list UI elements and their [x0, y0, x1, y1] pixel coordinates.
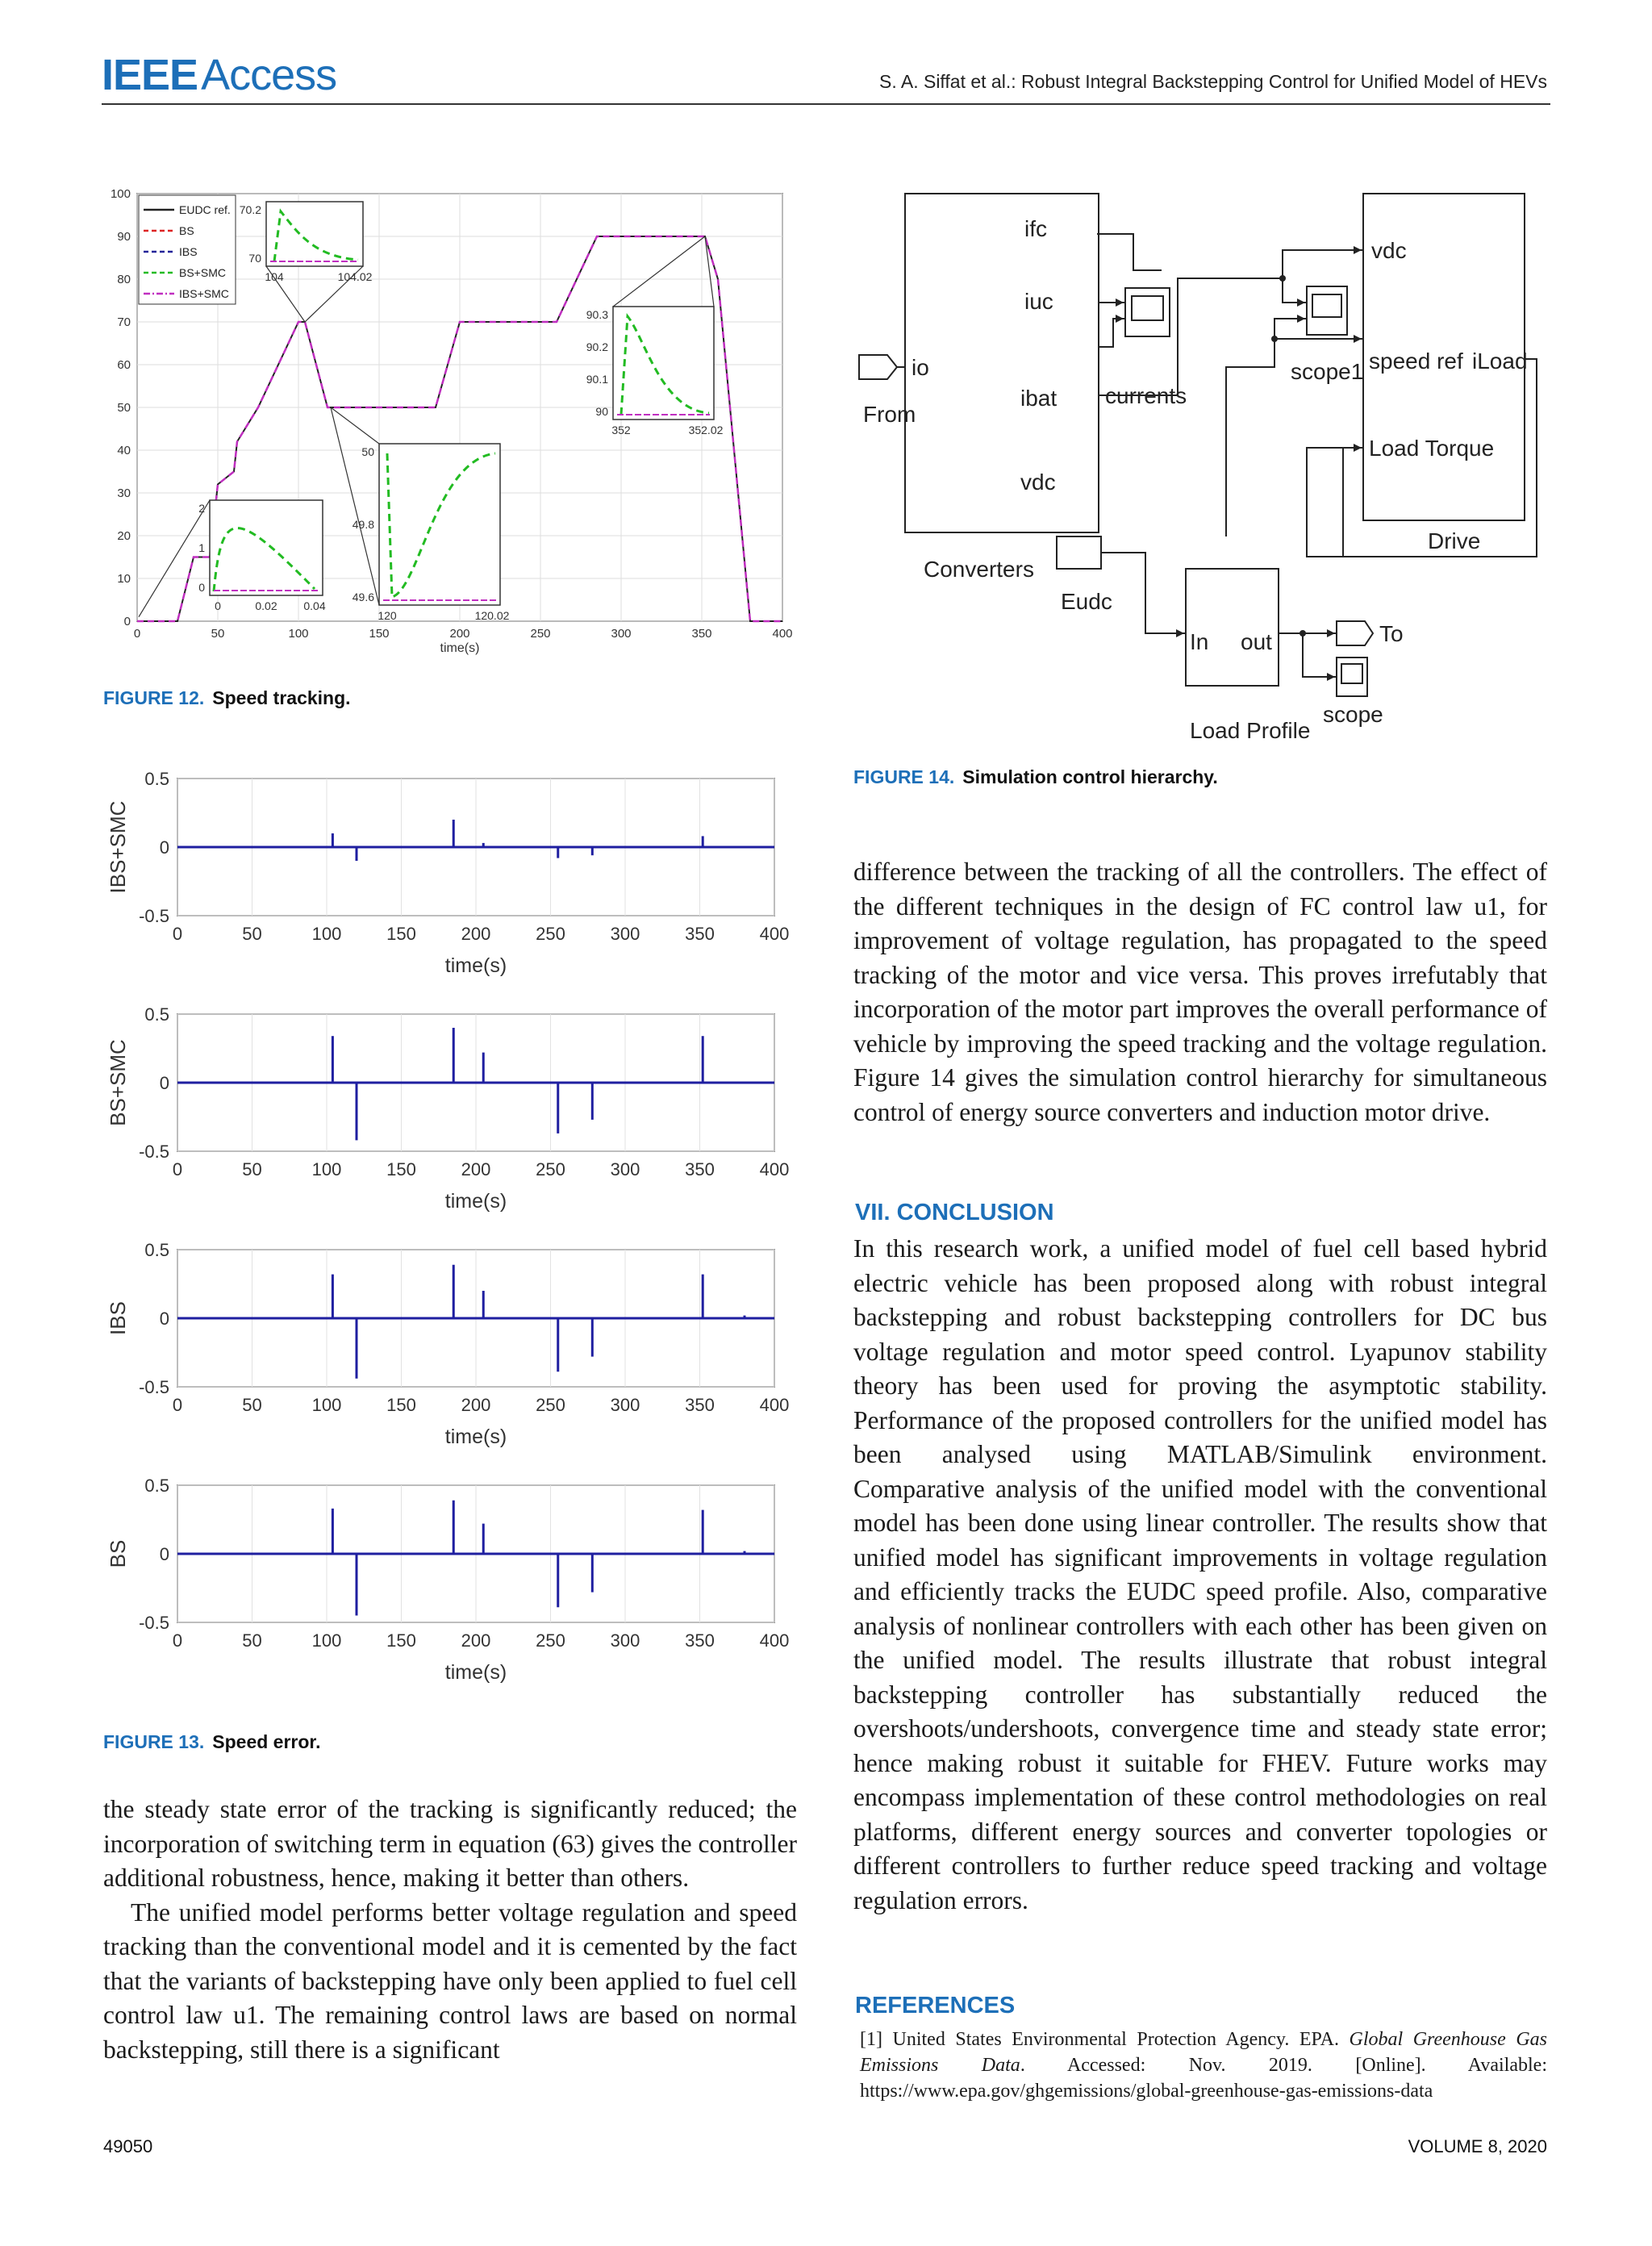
conclusion-heading: VII. CONCLUSION	[855, 1200, 1054, 1225]
inset-y-tick: 49.6	[352, 591, 374, 603]
port-io: io	[912, 355, 929, 380]
x-tick-label: 400	[759, 1395, 790, 1415]
port-ifc: ifc	[1024, 216, 1047, 241]
inset-x-tick: 104	[265, 270, 284, 283]
panel-y-label: BS	[106, 1539, 130, 1568]
y-tick-label: 0	[159, 1309, 169, 1329]
x-tick-label: 300	[610, 924, 640, 944]
x-tick-label: 50	[242, 924, 262, 944]
y-tick-label: -0.5	[139, 906, 169, 926]
x-tick-label: 250	[536, 1159, 565, 1179]
from-label: From	[863, 402, 916, 427]
header-rule	[102, 103, 1550, 105]
x-axis-label: time(s)	[444, 954, 507, 977]
legend-entry: BS	[179, 224, 194, 237]
x-tick-label: 50	[242, 1395, 262, 1415]
inset-0s	[198, 500, 326, 612]
x-tick-label: 0	[172, 1159, 183, 1179]
x-tick-label: 350	[691, 627, 712, 641]
drive-label: Drive	[1428, 528, 1481, 553]
figure-12-speed-tracking	[97, 186, 807, 662]
legend-entry: IBS+SMC	[179, 287, 229, 300]
y-tick-label: 80	[117, 273, 131, 286]
figure-13-caption: FIGURE 13. Speed error.	[103, 1731, 321, 1752]
y-tick-label: 0	[159, 1544, 169, 1564]
converters-block	[905, 194, 1099, 532]
load-profile-block	[1186, 569, 1279, 686]
x-tick-label: 50	[242, 1159, 262, 1179]
x-tick-label: 150	[386, 1159, 416, 1179]
x-tick-label: 400	[759, 1630, 790, 1651]
port-iload: iLoad	[1472, 349, 1528, 374]
inset-y-tick: 70.2	[239, 203, 261, 216]
port-out: out	[1241, 629, 1272, 654]
x-tick-label: 150	[386, 1395, 416, 1415]
inset-y-tick: 1	[198, 541, 205, 554]
y-tick-label: 0.5	[144, 1476, 169, 1496]
x-tick-label: 50	[211, 627, 225, 641]
running-title: S. A. Siffat et al.: Robust Integral Backstepping Control for Unified Model of HEVs	[879, 71, 1547, 92]
inset-x-tick: 0.04	[303, 599, 326, 612]
y-tick-label: 0.5	[144, 1004, 169, 1025]
x-axis-label: time(s)	[444, 1661, 507, 1684]
inset-y-tick: 90.2	[586, 340, 608, 353]
x-tick-label: 200	[461, 1630, 491, 1651]
x-tick-label: 300	[610, 1395, 640, 1415]
inset-x-tick: 0	[215, 599, 221, 612]
x-axis-label: time(s)	[444, 1190, 507, 1213]
right-column-paragraph: difference between the tracking of all the controllers. The effect of the different techniques in the design of FC control law u1, for improvement of voltage regulation, has propagated to the speed tracking of the motor and vice versa. This proves irrefutably that incorporation of the motor part improves the overall performance of vehicle by improving the speed tracking and the voltage regulation. Figure 14 gives the simulation control hierarchy for simultaneous control of energy source converters and induction motor drive.	[853, 858, 1547, 1126]
panel-y-label: IBS+SMC	[106, 800, 130, 894]
x-tick-label: 250	[530, 627, 551, 641]
error-panel	[106, 1476, 789, 1684]
panel-y-label: BS+SMC	[106, 1039, 130, 1126]
references-heading: REFERENCES	[855, 1993, 1016, 2018]
scope1-label: scope1	[1291, 359, 1364, 384]
error-panel	[106, 769, 789, 977]
inset-y-tick: 90	[595, 405, 608, 418]
y-tick-label: 0	[159, 1073, 169, 1093]
x-tick-label: 150	[369, 627, 390, 641]
eudc-label: Eudc	[1061, 589, 1112, 614]
inset-y-tick: 90.3	[586, 308, 608, 321]
inset-x-tick: 352.02	[688, 424, 724, 436]
port-load-torque: Load Torque	[1369, 436, 1495, 461]
figure-12-caption: FIGURE 12. Speed tracking.	[103, 687, 351, 708]
y-tick-label: 0.5	[144, 1240, 169, 1260]
y-tick-label: 20	[117, 529, 131, 543]
inset-y-tick: 90.1	[586, 373, 608, 386]
x-tick-label: 50	[242, 1630, 262, 1651]
y-tick-label: 90	[117, 230, 131, 244]
y-tick-label: -0.5	[139, 1377, 169, 1397]
inset-frame	[379, 444, 500, 605]
panel-y-label: IBS	[106, 1301, 130, 1335]
y-tick-label: 100	[110, 187, 131, 201]
legend-entry: IBS	[179, 245, 198, 258]
journal-logo: IEEEAccess	[102, 51, 337, 99]
x-axis-label: time(s)	[444, 1426, 507, 1448]
inset-y-tick: 2	[198, 502, 205, 515]
port-vdc-out: vdc	[1020, 470, 1056, 495]
x-tick-label: 250	[536, 1395, 565, 1415]
x-tick-label: 200	[461, 1395, 491, 1415]
inset-y-tick: 49.8	[352, 518, 374, 531]
x-tick-label: 350	[685, 924, 715, 944]
x-axis-label: time(s)	[440, 641, 480, 655]
figure-14-simulink-diagram	[855, 182, 1557, 754]
load-profile-label: Load Profile	[1190, 718, 1311, 743]
x-tick-label: 400	[759, 1159, 790, 1179]
port-in: In	[1190, 629, 1209, 654]
figure-14-caption: FIGURE 14. Simulation control hierarchy.	[853, 766, 1218, 787]
x-tick-label: 200	[461, 924, 491, 944]
error-panel	[106, 1004, 789, 1213]
inset-x-tick: 120	[378, 609, 397, 622]
y-tick-label: 30	[117, 486, 131, 500]
x-tick-label: 400	[759, 924, 790, 944]
inset-x-tick: 120.02	[474, 609, 510, 622]
legend-entry: BS+SMC	[179, 266, 226, 279]
x-tick-label: 150	[386, 924, 416, 944]
port-iuc: iuc	[1024, 289, 1053, 314]
x-tick-label: 200	[449, 627, 470, 641]
x-tick-label: 100	[311, 924, 342, 944]
x-tick-label: 300	[611, 627, 632, 641]
x-tick-label: 350	[685, 1395, 715, 1415]
inset-y-tick: 0	[198, 581, 205, 594]
y-tick-label: -0.5	[139, 1613, 169, 1633]
x-tick-label: 300	[610, 1630, 640, 1651]
x-tick-label: 100	[311, 1395, 342, 1415]
y-tick-label: 40	[117, 444, 131, 457]
port-ibat: ibat	[1020, 386, 1058, 411]
y-tick-label: 0	[123, 615, 131, 628]
x-tick-label: 250	[536, 924, 565, 944]
left-column-text: the steady state error of the tracking is significantly reduced; the incorporation of switching term in equation (63) gives the controller additional robustness, hence, making it better than others. The unified model performs better voltage regulation and speed tracking than the conventional model and it is cemented by the fact that the variants of backstepping have only been applied to fuel cell control law u1. The remaining control laws are based on normal backstepping, still there is a significant	[103, 1795, 797, 2064]
x-tick-label: 350	[685, 1630, 715, 1651]
to-label: To	[1379, 621, 1404, 646]
volume-info: VOLUME 8, 2020	[1408, 2136, 1547, 2156]
x-tick-label: 150	[386, 1630, 416, 1651]
x-tick-label: 0	[172, 1395, 183, 1415]
x-tick-label: 400	[772, 627, 793, 641]
x-tick-label: 0	[172, 1630, 183, 1651]
y-tick-label: 0	[159, 837, 169, 858]
reference-1: [1] United States Environmental Protection Agency. EPA. Global Greenhouse Gas Emissions Data. Accessed: Nov. 2019. [Online]. Available: https://www.epa.gov/ghgemissions/global-greenhouse-gas-emissions-data	[860, 2029, 1547, 2102]
x-tick-label: 250	[536, 1630, 565, 1651]
y-tick-label: 50	[117, 401, 131, 415]
x-tick-label: 350	[685, 1159, 715, 1179]
inset-x-tick: 352	[611, 424, 631, 436]
x-tick-label: 0	[133, 627, 141, 641]
x-tick-label: 100	[311, 1630, 342, 1651]
port-speed-ref: speed ref	[1369, 349, 1463, 374]
y-tick-label: -0.5	[139, 1142, 169, 1162]
y-tick-label: 70	[117, 315, 131, 329]
x-tick-label: 100	[288, 627, 309, 641]
page-number: 49050	[103, 2136, 153, 2156]
y-tick-label: 10	[117, 572, 131, 586]
inset-x-tick: 0.02	[255, 599, 277, 612]
scope-label: scope	[1323, 702, 1383, 727]
converters-label: Converters	[924, 557, 1034, 582]
error-panel	[106, 1240, 789, 1448]
figure-13-speed-error	[97, 766, 807, 1710]
x-tick-label: 200	[461, 1159, 491, 1179]
y-tick-label: 0.5	[144, 769, 169, 789]
x-tick-label: 100	[311, 1159, 342, 1179]
legend-entry: EUDC ref.	[179, 203, 231, 216]
y-tick-label: 60	[117, 358, 131, 372]
inset-x-tick: 104.02	[337, 270, 373, 283]
conclusion-text: In this research work, a unified model of fuel cell based hybrid electric vehicle has been proposed along with robust integral backstepping and robust backstepping controllers for DC bus voltage regulation and motor speed control. Lyapunov stability theory has been used for proving the asymptotic stability. Performance of the proposed controllers for the unified model has been analysed using MATLAB/Simulink environment. Comparative analysis of the unified model with the conventional model has been done using linear controller. The results show that unified model has significant improvements in voltage regulation and efficiently tracks the EUDC speed profile. Also, comparative analysis of nonlinear controllers with each other has been given on the unified model. The results illustrate that robust integral backstepping controller has substantially reduced the overshoots/undershoots, convergence time and steady state error; hence making robust it suitable for FHEV. Future works may encompass implementation of these control methodologies on real platforms, different energy sources and converter topologies or different controllers to further reduce speed tracking and voltage regulation errors.	[853, 1234, 1547, 1914]
inset-y-tick: 70	[248, 252, 261, 265]
inset-y-tick: 50	[361, 445, 374, 458]
x-tick-label: 0	[172, 924, 183, 944]
x-tick-label: 300	[610, 1159, 640, 1179]
currents-label: currents	[1105, 383, 1187, 408]
port-vdc-in: vdc	[1371, 238, 1407, 263]
